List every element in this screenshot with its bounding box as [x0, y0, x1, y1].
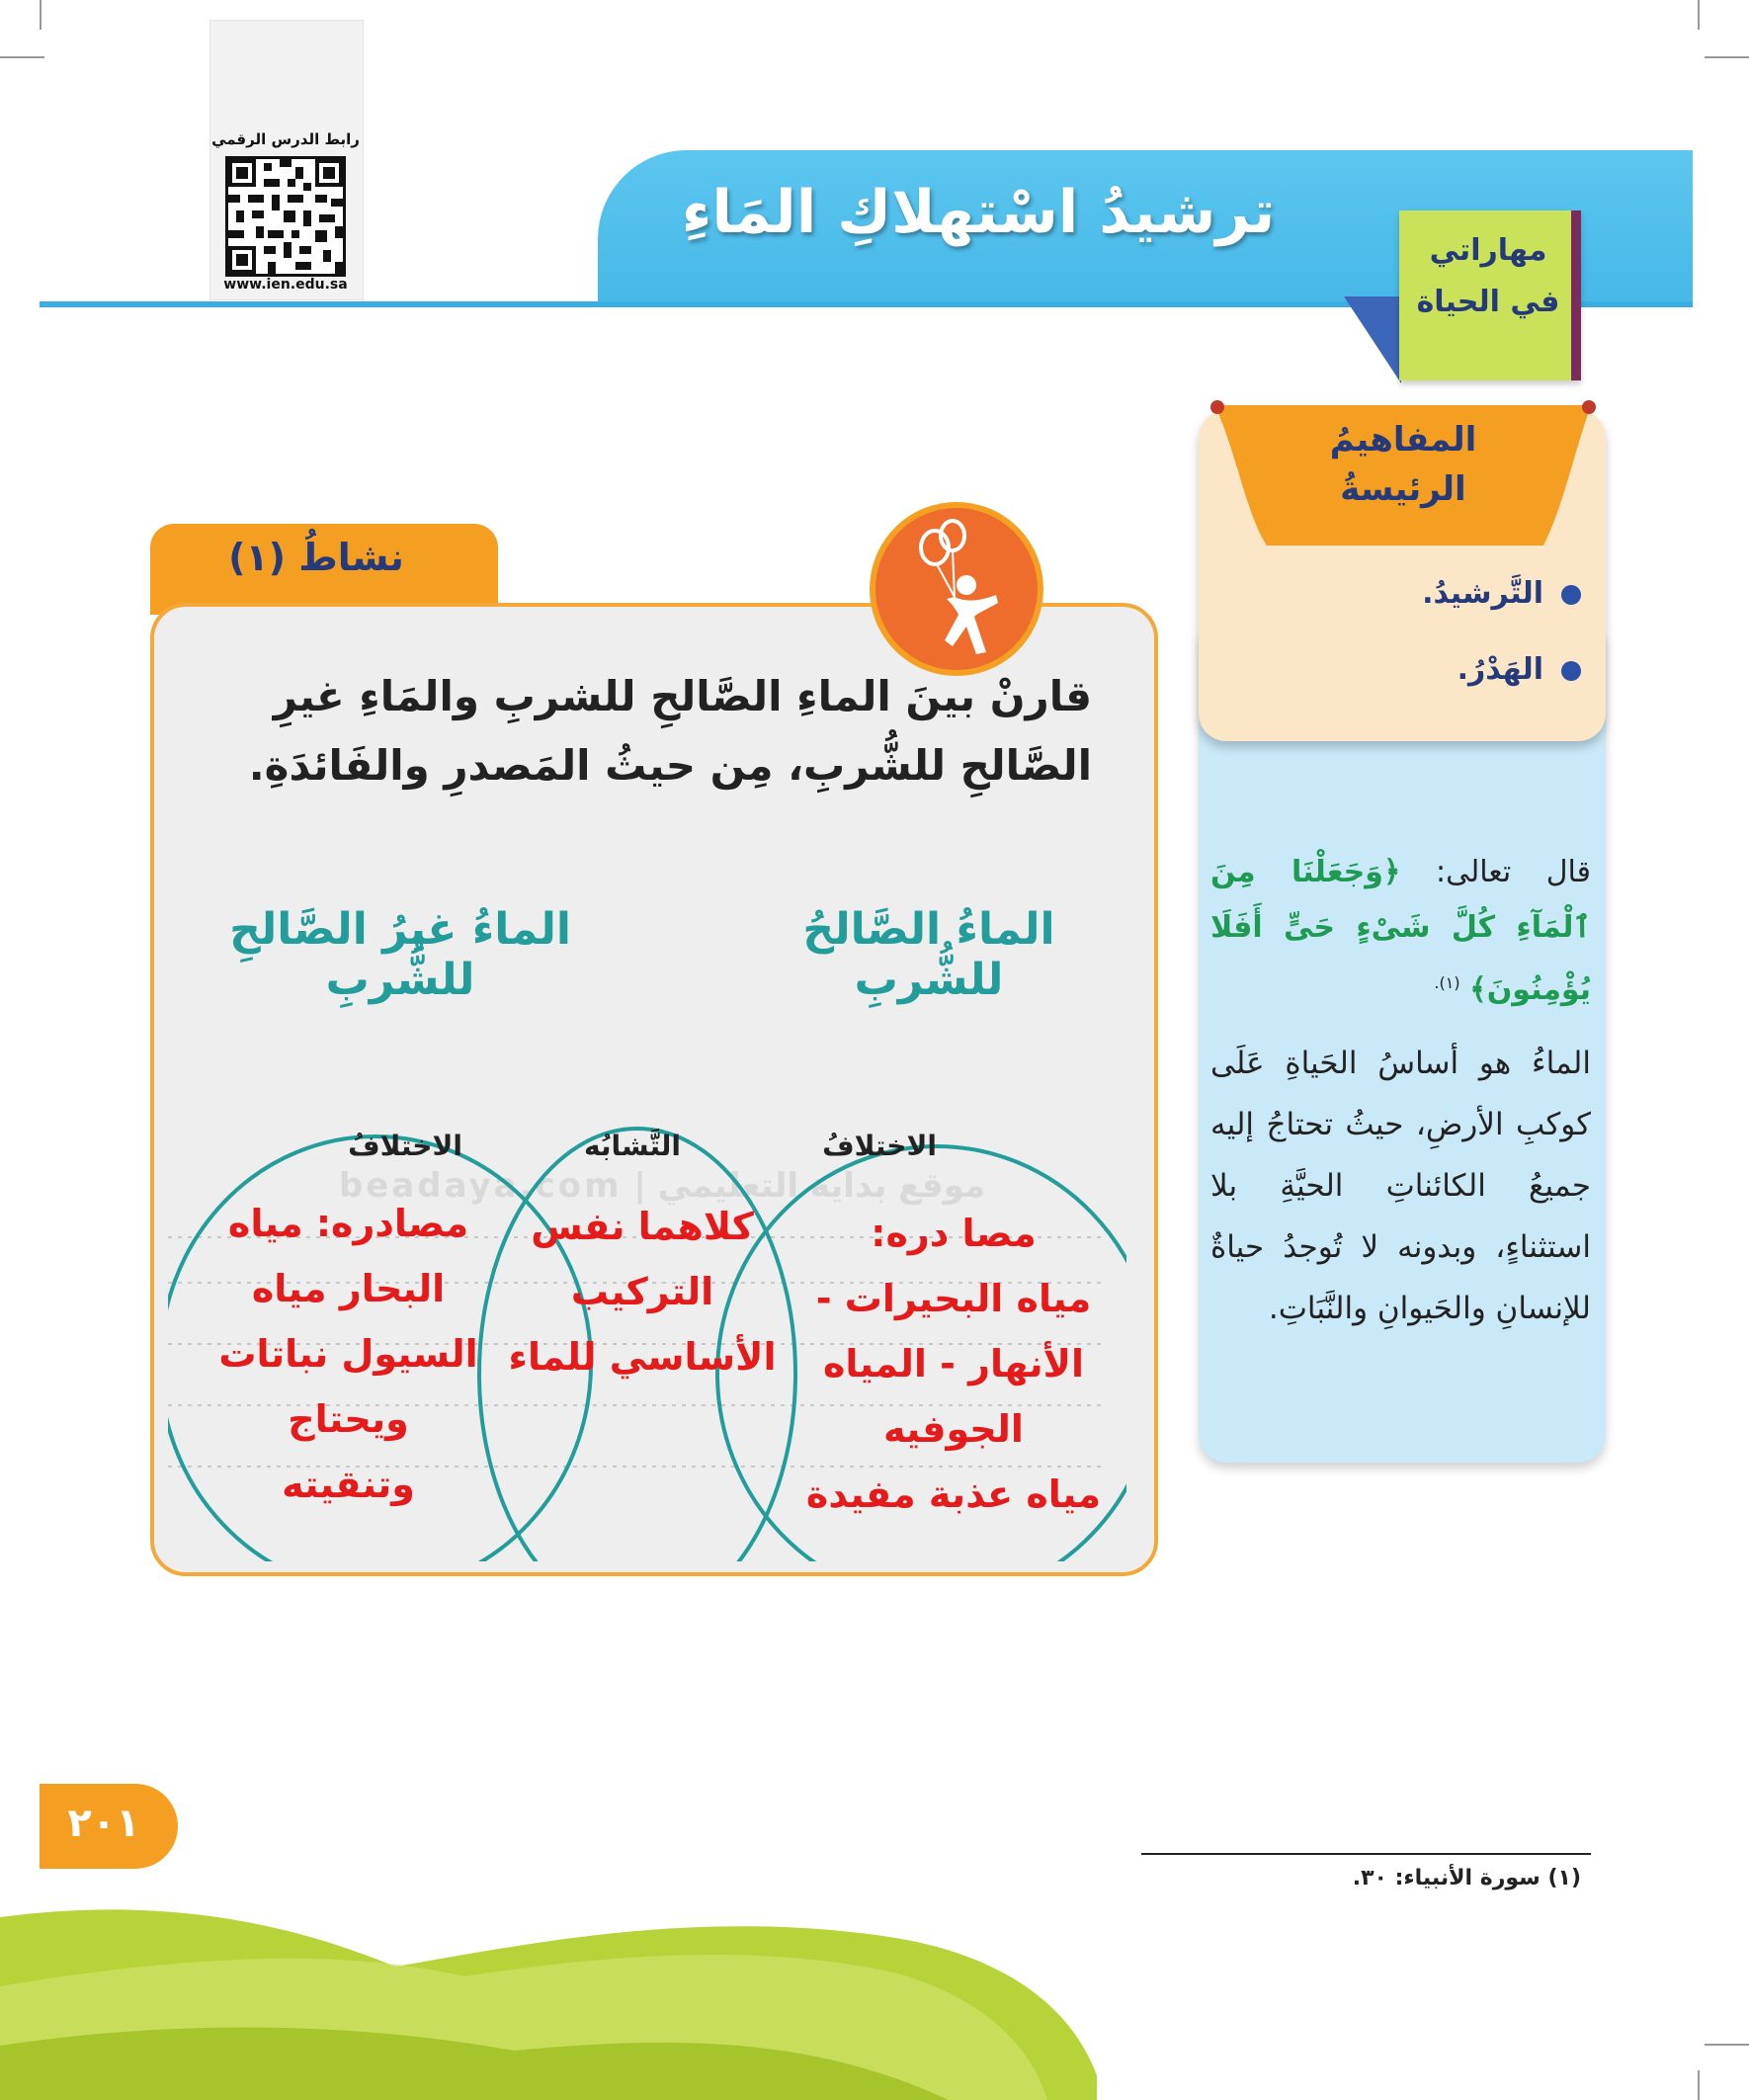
answer-line: الجوفيه: [883, 1407, 1024, 1451]
answer-line: مصا دره:: [871, 1212, 1037, 1255]
bullet-icon: [1561, 661, 1581, 681]
page-title: ترشيدُ اسْتهلاكِ المَاءِ: [681, 178, 1276, 247]
venn-left-heading: الاختلافُ: [348, 1130, 462, 1162]
footnote: (١) سورة الأنبياء: ٣٠.: [1352, 1866, 1581, 1890]
concept-item: التَّرشيدُ.: [1314, 576, 1581, 611]
answer-line: مياه عذبة مفيدة: [805, 1472, 1102, 1516]
answer-line: ويحتاج: [288, 1397, 409, 1441]
watermark-text: موقع بداية التعليمي | beadaya.com: [338, 1166, 986, 1206]
verse-text: ﴿وَجَعَلْنَا مِنَ ٱلْمَآءِ كُلَّ شَىْءٍ حَىٍّ أَفَلَا يُؤْمِنُونَ﴾: [1210, 855, 1591, 1007]
venn-right-heading: الاختلافُ: [822, 1130, 937, 1162]
activity-balloon-icon: [870, 502, 1043, 676]
qr-url[interactable]: www.ien.edu.sa: [223, 277, 348, 293]
answer-line: وتنقيته: [282, 1463, 415, 1506]
qr-caption: رابط الدرس الرقمي: [211, 130, 360, 148]
footnote-rule: [1141, 1853, 1591, 1855]
verse-ref: (١).: [1434, 973, 1460, 992]
section-label: [1403, 225, 1573, 328]
answer-line: البحار مياه: [251, 1267, 446, 1310]
venn-middle-heading: التَّشابُه: [583, 1130, 682, 1162]
venn-right-answer: [786, 1201, 1122, 1527]
quran-verse: [1210, 845, 1591, 1018]
section-label-line2: في الحياة: [1416, 285, 1560, 319]
activity-label: نشاطُ (١): [228, 536, 404, 579]
footer-wave: [0, 1878, 1749, 2100]
concept-item: الهَدْرُ.: [1314, 652, 1581, 687]
activity-instruction: قارنْ بينَ الماءِ الصَّالحِ للشربِ والمَاءِ غيرِ الصَّالحِ للشُّربِ، مِن حيثُ المَصدرِ والفَائدَةِ.: [248, 672, 1092, 790]
answer-line: مصادره: مياه: [227, 1202, 469, 1245]
column-heading-potable: الماءُ الصَّالحُ للشُّربِ: [802, 904, 1055, 1005]
qr-code-icon[interactable]: [225, 156, 346, 277]
key-concepts-title-line2: الرئيسةُ: [1340, 469, 1466, 509]
key-concepts-title: [1250, 415, 1556, 514]
answer-line: مياه البحيرات -: [815, 1277, 1092, 1320]
page-number: ٢٠١: [67, 1801, 140, 1846]
key-concepts-title-line1: المفاهيمُ: [1329, 420, 1477, 460]
answer-line: التركيب: [570, 1270, 714, 1313]
answer-line: الأساسي للماء: [508, 1335, 777, 1379]
bullet-icon: [1561, 585, 1581, 605]
venn-left-answer: [193, 1191, 504, 1517]
answer-line: كلاهما نفس: [531, 1205, 754, 1248]
sidebar-paragraph: الماءُ هو أساسُ الحَياةِ عَلَى كوكبِ الأرضِ، حيثُ تحتاجُ إليه جميعُ الكائناتِ الحيَّةِ بلا استثناءٍ، وبدونه لا تُوجدُ حياةٌ للإنسانِ والحَيوانِ والنَّبَاتِ.: [1210, 1046, 1591, 1326]
venn-middle-answer: [494, 1194, 791, 1389]
answer-line: السيول نباتات: [218, 1332, 478, 1376]
column-heading-non-potable: الماءُ غيرُ الصَّالحِ للشُّربِ: [229, 904, 571, 1005]
section-label-line1: مهاراتي: [1429, 233, 1547, 268]
answer-line: الأنهار - المياه: [822, 1342, 1085, 1386]
verse-intro: قال تعالى:: [1400, 855, 1591, 889]
